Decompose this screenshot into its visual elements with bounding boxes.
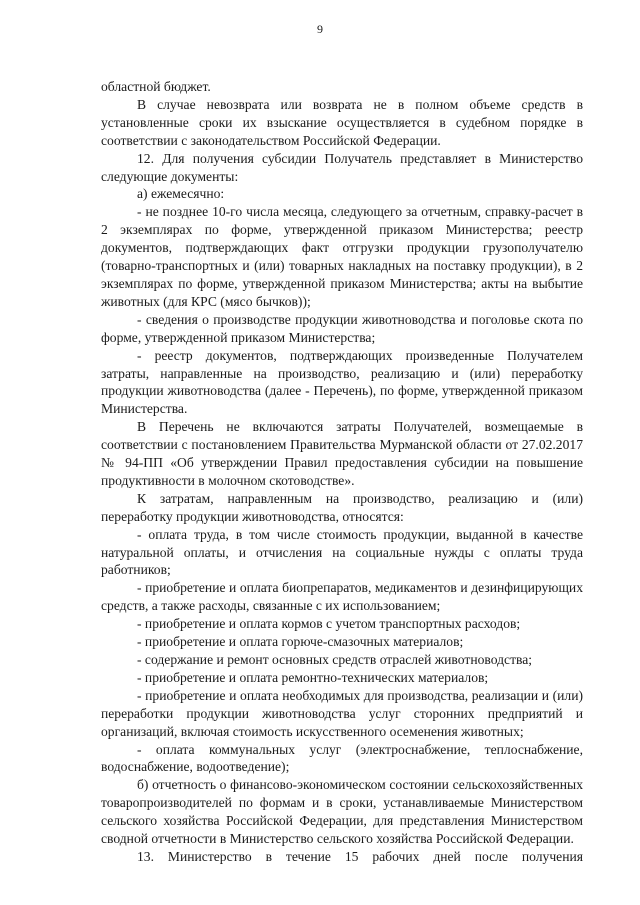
list-item-fuel: - приобретение и оплата горюче-смазочных материалов; [137,634,464,650]
list-item-third-party-services: - приобретение и оплата необходимых для производства, реализации и (или) переработки продукции животноводства услуг сторонних предприятий и организаций, включая стоимость искусственного осеменения животных; [101,687,583,739]
paragraph-clause-13: 13. Министерство в течение 15 рабочих дней после получения [137,848,583,864]
paragraph-financial-reporting: б) отчетность о финансово-экономическом состоянии сельскохозяйственных товаропроизводителей по формам и в сроки, устанавливаемые Министерством сельского хозяйства Российской Федерации, для представления Министерством сводной отчетности в Министерство сельского хозяйства Российской Федерации. [101,777,583,847]
page-number: 9 [317,22,323,36]
list-item-utilities: - оплата коммунальных услуг (электроснабжение, теплоснабжение, водоснабжение, водоотведение); [101,741,583,775]
list-item-repair-materials: - приобретение и оплата ремонтно-технических материалов; [137,669,489,685]
list-item-biopreparations: - приобретение и оплата биопрепаратов, медикаментов и дезинфицирующих средств, а также расходы, связанные с их использованием; [101,580,583,614]
paragraph-budget-end: областной бюджет. [101,79,211,94]
document-body [101,78,583,866]
paragraph-calculation-reference: - не позднее 10-го числа месяца, следующего за отчетным, справку-расчет в 2 экземплярах по форме, утвержденной приказом Министерства; реестр документов, подтверждающих факт отгрузки продукции грузополучателю (товарно-транспортных и (или) товарных накладных на поставку продукции), в 2 экземплярах по форме, утвержденной приказом Министерства; акты на выбытие животных (для КРС (мясо бычков)); [101,204,583,309]
paragraph-production-info: - сведения о производстве продукции животноводства и поголовье скота по форме, утвержденной приказом Министерства; [101,311,583,345]
paragraph-expense-types: К затратам, направленным на производство, реализацию и (или) переработку продукции животноводства, относятся: [101,490,583,524]
paragraph-exclusions: В Перечень не включаются затраты Получателей, возмещаемые в соответствии с постановлением Правительства Мурманской области от 27.02.2017 № 94-ПП «Об утверждении Правил предоставления субсидии на повышение продуктивности в молочном скотоводстве». [101,419,583,488]
paragraph-non-return: В случае невозврата или возврата не в полном объеме средств в установленные сроки их взыскание осуществляется в судебном порядке в соответствии с законодательством Российской Федерации. [101,96,583,148]
paragraph-expense-register: - реестр документов, подтверждающих произведенные Получателем затраты, направленные на производство, реализацию и (или) переработку продукции животноводства (далее - Перечень), по форме, утвержденной приказом Министерства. [101,347,583,417]
list-item-fixed-assets: - содержание и ремонт основных средств отраслей животноводства; [137,652,533,667]
list-item-feed: - приобретение и оплата кормов с учетом транспортных расходов; [137,616,521,632]
paragraph-clause-12: 12. Для получения субсидии Получатель представляет в Министерство следующие документы: [101,150,583,184]
list-item-labor: - оплата труда, в том числе стоимость продукции, выданной в качестве натуральной оплаты, и отчисления на социальные нужды с оплаты труда работников; [101,526,583,578]
paragraph-monthly: а) ежемесячно: [137,186,225,202]
